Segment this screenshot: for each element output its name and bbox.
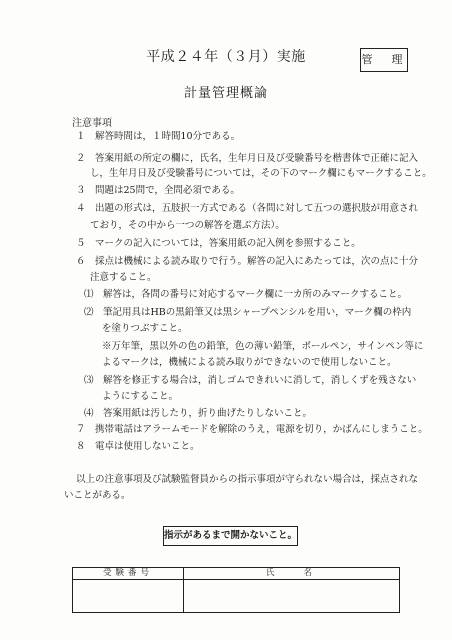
- note-line-7: ５ マークの記入については，答案用紙の記入例を参照すること。: [76, 238, 361, 249]
- note-line-18: ７ 携帯電話はアラームモードを解除のうえ，電源を切り，かばんにしまうこと。: [76, 424, 428, 435]
- note-line-17: ⑷ 答案用紙は汚したり，折り曲げたりしないこと。: [84, 408, 313, 419]
- note-line-11: ⑵ 筆記用具はHBの黒鉛筆又は黒シャープペンシルを用い，マーク欄の枠内: [84, 307, 412, 318]
- note-line-16: ようにすること。: [102, 391, 179, 402]
- subject-title: 計量管理概論: [183, 86, 268, 101]
- closing-line-1: 以上の注意事項及び試験監督員からの指示事項が守られない場合は，採点されな: [76, 474, 419, 485]
- exam-number-header: 受験番号: [73, 568, 183, 580]
- notes-heading: 注意事項: [72, 118, 112, 129]
- note-line-10: ⑴ 解答は，各問の番号に対応するマーク欄に一カ所のみマークすること。: [84, 289, 408, 300]
- exam-id-name-table: [72, 567, 400, 613]
- note-line-5: ４ 出題の形式は，五肢択一方式である（各問に対して五つの選択肢が用意され: [76, 203, 419, 214]
- note-line-4: ３ 問題は25問で，全問必須である。: [76, 185, 240, 196]
- admin-label-box: 管 理: [360, 48, 408, 72]
- note-line-8: ６ 採点は機械による読み取りで行う。解答の記入にあたっては，次の点に十分: [76, 256, 419, 267]
- exam-date-title: 平成２４年（３月）実施: [146, 49, 306, 65]
- note-line-14: よるマークは，機械による読み取りができないので使用しないこと。: [102, 357, 397, 368]
- note-line-12: を塗りつぶすこと。: [102, 323, 188, 334]
- note-line-9: 注意すること。: [90, 272, 157, 283]
- do-not-open-box: 指示があるまで開かないこと。: [163, 526, 298, 546]
- note-line-3: し，生年月日及び受験番号については，その下のマーク欄にもマークすること。: [90, 168, 432, 179]
- note-line-6: ており，その中から一つの解答を選ぶ方法）。: [90, 220, 285, 231]
- note-line-15: ⑶ 解答を修正する場合は，消しゴムできれいに消して，消しくずを残さない: [84, 375, 417, 386]
- note-line-19: ８ 電卓は使用しないこと。: [76, 441, 200, 452]
- name-header: 氏 名: [183, 568, 399, 580]
- table-column-divider: [183, 568, 184, 612]
- note-line-2: ２ 答案用紙の所定の欄に，氏名，生年月日及び受験番号を楷書体で正確に記入: [76, 153, 419, 164]
- note-line-1: １ 解答時間は，１時間10分である。: [76, 131, 241, 142]
- note-line-13: ※万年筆，黒以外の色の鉛筆，色の薄い鉛筆，ボールペン，サインペン等に: [102, 341, 424, 352]
- closing-line-2: いことがある。: [64, 490, 131, 501]
